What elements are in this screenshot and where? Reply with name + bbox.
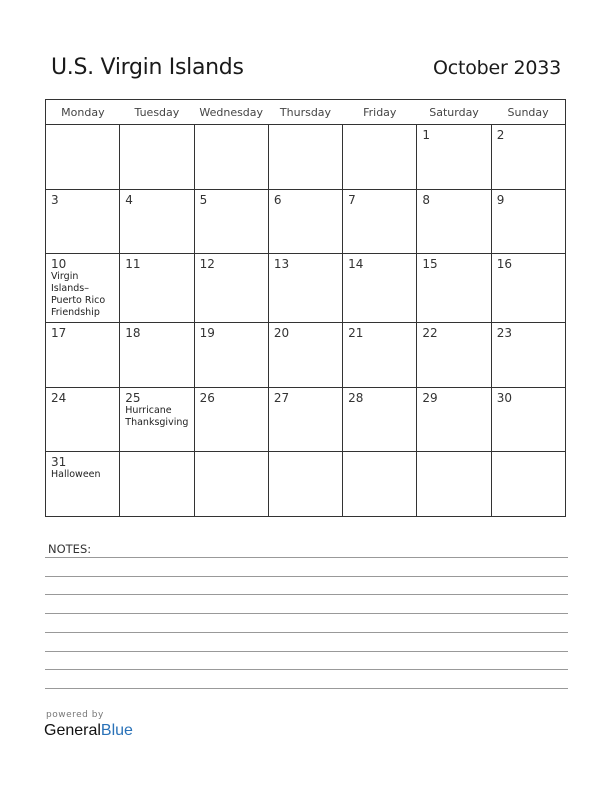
week-row	[46, 125, 566, 190]
event-label: Halloween	[51, 469, 101, 481]
day-cell	[268, 254, 342, 323]
weekday-header-row	[46, 100, 566, 125]
day-cell	[417, 254, 491, 323]
day-cell	[417, 189, 491, 254]
weekday-wednesday: Wednesday	[194, 100, 268, 125]
note-line	[45, 688, 568, 689]
day-number: 24	[51, 390, 67, 405]
day-number: 23	[496, 326, 512, 340]
day-number: 6	[273, 192, 282, 207]
day-cell	[343, 323, 417, 388]
day-cell	[46, 189, 120, 254]
day-number: 1	[422, 128, 431, 142]
note-line	[45, 651, 568, 652]
day-cell	[417, 452, 491, 517]
day-cell	[343, 387, 417, 452]
day-cell	[417, 323, 491, 388]
week-row	[46, 323, 566, 388]
day-number: 30	[496, 390, 512, 405]
day-cell	[268, 387, 342, 452]
day-cell	[194, 254, 268, 323]
weekday-saturday: Saturday	[417, 100, 491, 125]
day-cell	[120, 323, 194, 388]
generalblue-logo	[44, 722, 133, 740]
day-cell	[491, 323, 565, 388]
day-number: 12	[199, 257, 215, 272]
day-number: 29	[422, 390, 438, 405]
day-number: 4	[125, 192, 133, 207]
day-cell	[417, 387, 491, 452]
calendar-grid	[45, 99, 566, 517]
day-cell	[120, 189, 194, 254]
day-number: 16	[496, 257, 512, 272]
day-cell	[46, 125, 120, 190]
week-row	[46, 387, 566, 452]
note-line	[45, 613, 568, 614]
day-number: 9	[496, 192, 505, 207]
day-cell	[120, 125, 194, 190]
day-number: 22	[422, 326, 438, 340]
event-label: Virgin Islands–Puerto Rico Friendship	[51, 271, 106, 319]
day-number: 17	[51, 326, 67, 340]
weekday-friday: Friday	[343, 100, 417, 125]
powered-by-text: powered by	[46, 710, 104, 720]
event-label: Hurricane Thanksgiving	[125, 404, 189, 428]
weekday-thursday: Thursday	[268, 100, 342, 125]
day-cell	[268, 452, 342, 517]
day-cell	[120, 452, 194, 517]
week-row	[46, 254, 566, 323]
day-cell	[268, 323, 342, 388]
day-number: 19	[199, 326, 215, 340]
day-number: 14	[348, 257, 364, 272]
page-title: U.S. Virgin Islands	[51, 55, 244, 80]
day-cell	[194, 452, 268, 517]
day-number: 15	[422, 257, 438, 272]
day-cell	[343, 452, 417, 517]
day-number: 28	[348, 390, 364, 405]
day-number: 31	[51, 455, 67, 470]
note-line	[45, 669, 568, 670]
day-cell	[120, 254, 194, 323]
weekday-tuesday: Tuesday	[120, 100, 194, 125]
day-number: 18	[125, 326, 141, 340]
weekday-sunday: Sunday	[491, 100, 565, 125]
day-cell	[491, 387, 565, 452]
day-number: 10	[51, 257, 67, 272]
brand-general: General	[44, 722, 101, 739]
day-cell	[491, 452, 565, 517]
brand-blue: Blue	[100, 722, 133, 739]
month-title: October 2033	[432, 57, 561, 79]
week-row	[46, 452, 566, 517]
day-cell	[343, 254, 417, 323]
day-cell	[417, 125, 491, 190]
day-cell	[46, 387, 120, 452]
day-number: 13	[273, 257, 290, 272]
day-number: 20	[273, 326, 290, 340]
day-cell	[491, 189, 565, 254]
day-number: 2	[496, 128, 505, 142]
day-cell	[343, 125, 417, 190]
day-cell	[268, 189, 342, 254]
day-cell	[268, 125, 342, 190]
day-cell	[194, 125, 268, 190]
day-cell	[194, 189, 268, 254]
day-cell	[491, 254, 565, 323]
day-number: 5	[199, 192, 208, 207]
day-cell	[46, 452, 120, 517]
day-number: 11	[125, 257, 141, 272]
day-number: 27	[273, 390, 290, 405]
note-line	[45, 557, 568, 558]
day-cell	[46, 254, 120, 323]
weekday-monday: Monday	[46, 100, 120, 125]
day-cell	[343, 189, 417, 254]
day-number: 26	[199, 390, 215, 405]
notes-label: NOTES:	[48, 542, 92, 556]
day-cell	[194, 323, 268, 388]
day-cell	[46, 323, 120, 388]
day-number: 25	[125, 390, 141, 405]
day-cell	[194, 387, 268, 452]
note-line	[45, 576, 568, 577]
day-number: 21	[348, 326, 364, 340]
week-row	[46, 189, 566, 254]
day-number: 8	[422, 192, 431, 207]
day-cell	[120, 387, 194, 452]
note-line	[45, 594, 568, 595]
note-line	[45, 632, 568, 633]
day-number: 3	[51, 192, 59, 207]
day-cell	[491, 125, 565, 190]
day-number: 7	[348, 192, 356, 207]
